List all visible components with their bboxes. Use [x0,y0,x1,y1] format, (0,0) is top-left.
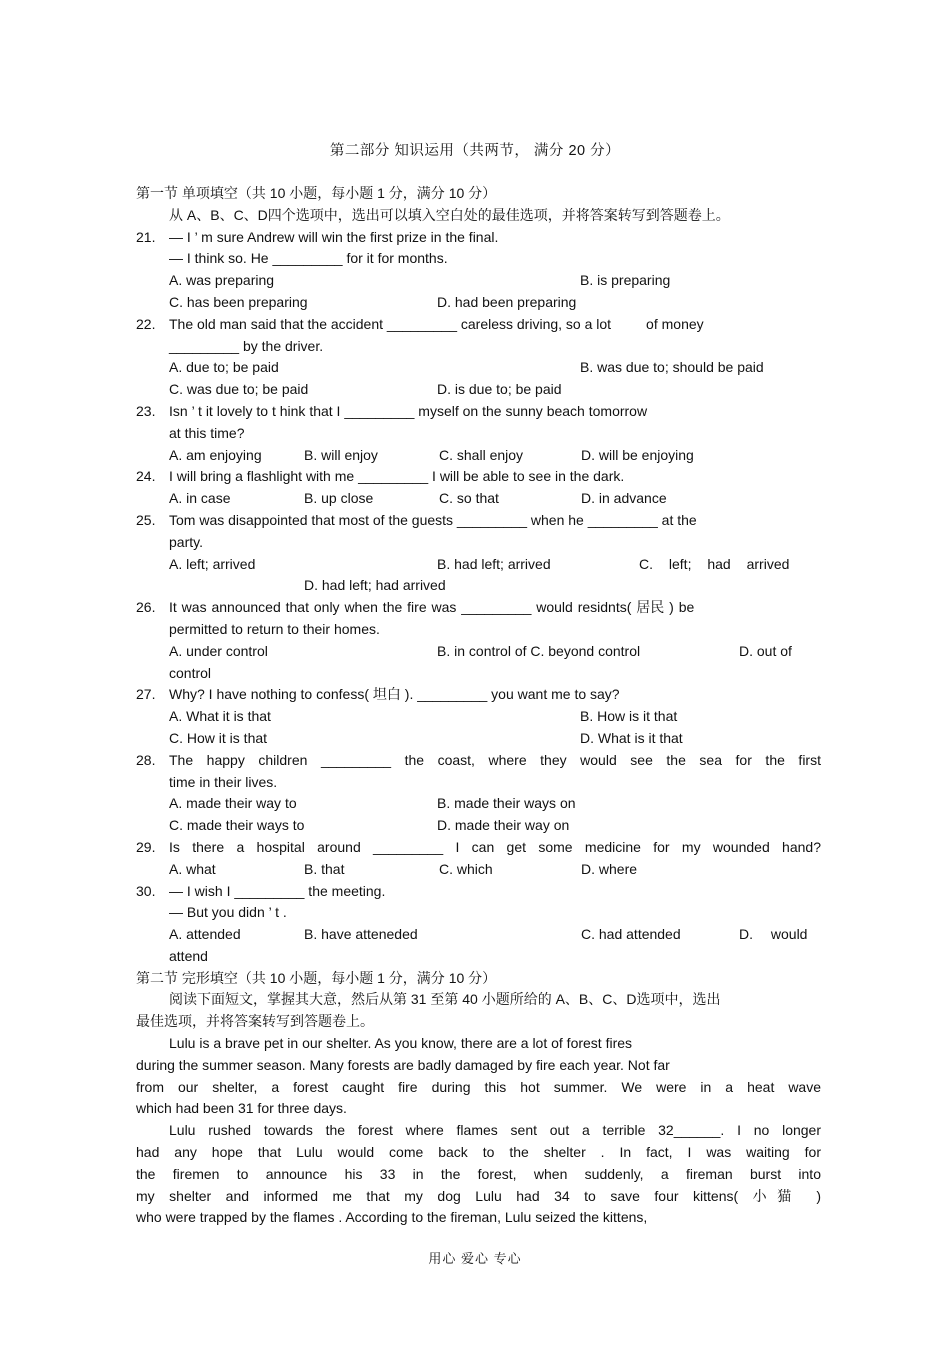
options-row [136,554,821,576]
passage-line: had any hope that Lulu would come back to the shelter . In fact, I was waiting for [136,1144,821,1161]
option-d-continued: attend [169,947,208,964]
option-d: D. made their way on [437,817,570,834]
question-24 [136,466,821,488]
option-a: A. under control [169,642,268,659]
option-c: C. which [439,860,493,877]
question-number: 26. [136,599,156,616]
option-c: C. has been preparing [169,293,308,310]
section2-heading: 第二节 完形填空（共 10 小题，每小题 1 分，满分 10 分） [136,969,497,986]
option-a: A. left; arrived [169,555,256,572]
option-b: B. that [304,860,345,877]
option-c: C. was due to; be paid [169,381,309,398]
options-row [136,379,821,401]
option-b: B. up close [304,490,374,507]
question-text: Why? I have nothing to confess( 坦白 ). _________ you want me to say? [169,686,620,703]
option-d: D. had been preparing [437,293,577,310]
question-text: time in their lives. [169,773,278,790]
options-row [136,270,821,292]
option-d: D. in advance [581,490,667,507]
options-row [136,793,821,815]
passage-line: from our shelter, a forest caught fire during this hot summer. We were in a heat wave [136,1078,821,1095]
question-number: 28. [136,751,156,768]
question-number: 23. [136,402,156,419]
option-b-c: B. in control of C. beyond control [437,642,641,659]
section2-instruction: 阅读下面短文，掌握其大意，然后从第 31 至第 40 小题所给的 A、B、C、D选项中，选出 [169,991,721,1008]
option-b: B. had left; arrived [437,555,551,572]
option-a: A. am enjoying [169,446,262,463]
question-text: It was announced that only when the fire was _________ would residnts( 居民 ) be [169,599,695,616]
question-23 [136,401,821,445]
question-text: at this time? [169,424,245,441]
passage-line: Lulu is a brave pet in our shelter. As you know, there are a lot of forest fires [169,1035,633,1052]
section1-instruction: 从 A、B、C、D四个选项中，选出可以填入空白处的最佳选项，并将答案转写到答题卷上。 [169,206,730,223]
option-c: C. left; had arrived [639,555,790,572]
question-21 [136,227,821,271]
option-a: A. What it is that [169,708,271,725]
option-b: B. was due to; should be paid [580,359,764,376]
question-27 [136,684,821,706]
options-row [136,728,821,750]
option-c: C. so that [439,490,499,507]
options-row [136,488,821,510]
options-row [136,815,821,837]
options-row [136,706,821,728]
question-text: The happy children _________ the coast, where they would see the sea for the first [169,751,821,768]
option-a: A. made their way to [169,795,297,812]
options-row [136,641,821,663]
option-d: D. What is it that [580,729,683,746]
question-25 [136,510,821,554]
section2-instruction: 最佳选项，并将答案转写到答题卷上。 [136,1013,374,1030]
question-number: 30. [136,882,156,899]
question-text: Isn ’ t it lovely to t hink that I _________ myself on the sunny beach tomorrow [169,402,648,419]
question-number: 27. [136,686,156,703]
exam-content [136,183,821,1229]
question-29 [136,837,821,859]
option-a: A. in case [169,490,231,507]
options-row [136,357,821,379]
question-text: The old man said that the accident _________ careless driving, so a lot of money [169,315,704,332]
question-text: party. [169,533,203,550]
option-a: A. due to; be paid [169,359,279,376]
question-text: — I think so. He _________ for it for months. [169,250,448,267]
question-text: _________ by the driver. [169,337,324,354]
part-title: 第二部分 知识运用（共两节， 满分 20 分） [329,143,621,159]
passage-line: during the summer season. Many forests are badly damaged by fire each year. Not far [136,1056,670,1073]
option-d: D. out of [739,642,792,659]
option-a: A. was preparing [169,272,275,289]
section1-heading: 第一节 单项填空（共 10 小题，每小题 1 分，满分 10 分） [136,185,497,201]
question-text: — I wish I _________ the meeting. [169,882,386,899]
option-d: D. had left; had arrived [304,577,446,594]
passage-line: the firemen to announce his 33 in the forest, when suddenly, a fireman burst into [136,1165,821,1182]
question-22 [136,314,821,358]
question-number: 22. [136,315,156,332]
passage-line: which had been 31 for three days. [136,1100,347,1117]
passage-line: Lulu rushed towards the forest where flames sent out a terrible 32______. I no longer [169,1122,821,1139]
option-a: A. what [169,860,216,877]
option-b: B. will enjoy [304,446,378,463]
question-text: permitted to return to their homes. [169,620,380,637]
question-26 [136,597,821,641]
option-d: D. where [581,860,638,877]
passage-line: who were trapped by the flames . According to the fireman, Lulu seized the kittens, [136,1209,648,1226]
option-b: B. How is it that [580,708,678,725]
option-c: C. shall enjoy [439,446,524,463]
options-row [136,445,821,467]
options-row [136,859,821,881]
option-b: B. have atteneded [304,926,418,943]
option-c: C. made their ways to [169,817,305,834]
options-row [136,924,821,946]
option-d: D. is due to; be paid [437,381,562,398]
question-number: 25. [136,511,156,528]
option-b: B. made their ways on [437,795,576,812]
passage-line: my shelter and informed me that my dog Lulu had 34 to save four kittens( 小猫 ) [136,1187,821,1204]
question-number: 21. [136,228,156,245]
question-text: — But you didn ’ t . [169,904,287,921]
option-c: C. had attended [581,926,681,943]
option-a: A. attended [169,926,241,943]
question-text: Tom was disappointed that most of the guests _________ when he _________ at the [169,511,697,528]
question-text: I will bring a flashlight with me _________ I will be able to see in the dark. [169,468,625,485]
question-number: 29. [136,838,156,855]
question-number: 24. [136,468,156,485]
option-d-continued: control [169,664,212,681]
option-d: D. will be enjoying [581,446,694,463]
option-b: B. is preparing [580,272,671,289]
question-text: — I ’ m sure Andrew will win the first prize in the final. [169,228,499,245]
question-30 [136,881,821,925]
page-footer: 用心 爱心 专心 [428,1251,522,1266]
question-28 [136,750,821,794]
option-d: D. would [739,926,808,943]
options-row [136,292,821,314]
option-c: C. How it is that [169,729,268,746]
question-text: Is there a hospital around _________ I can get some medicine for my wounded hand? [169,838,821,855]
